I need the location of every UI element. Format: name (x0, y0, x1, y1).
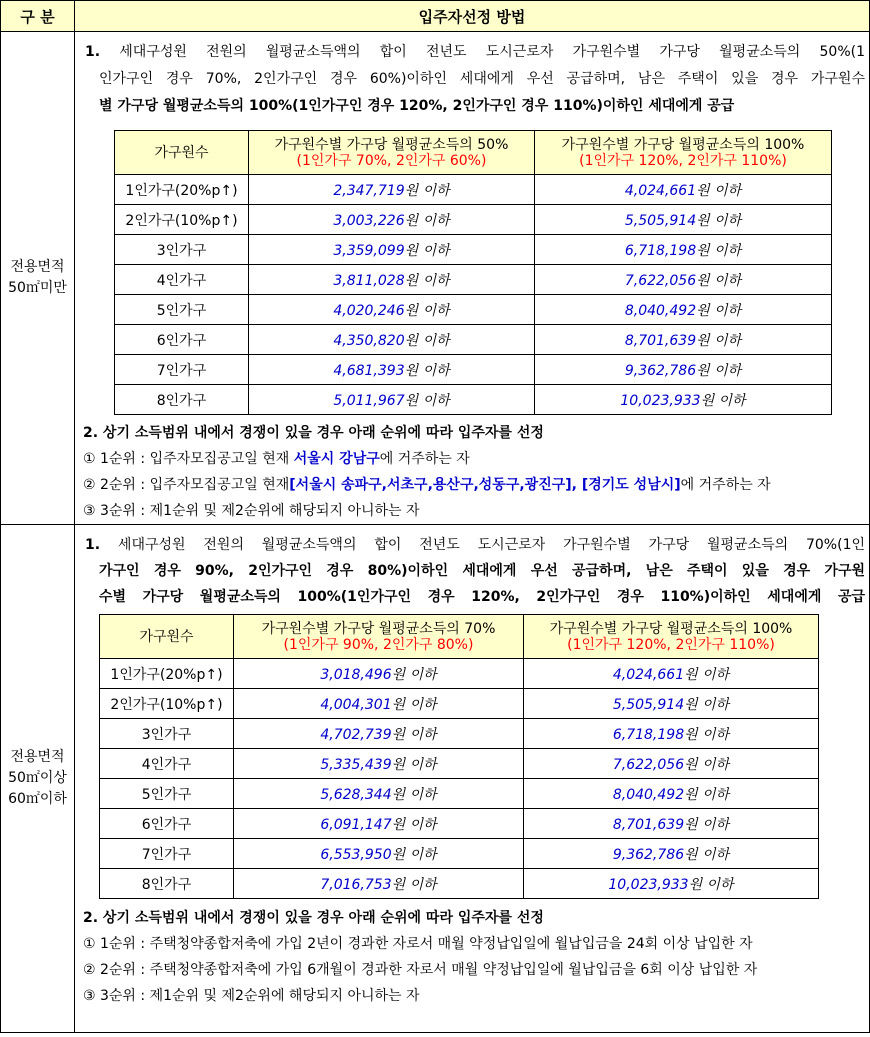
income-limit-b-cell (524, 779, 819, 809)
income-value: 4,020,246 (333, 302, 405, 319)
section-50-to-60 (1, 525, 870, 1033)
income-criteria-paragraph: 1. 세대구성원 전원의 월평균소득액의 합이 전년도 도시근로자 가구원수별 가구당 월평균소득의 70%(1인 가구인 경우 90%, 2인가구인 경우 80%)이하인 세대에게 우선 공급하며, 남은 주택이 있을 경우 가구원 수별 가구당 월평균소득의 100%(1인가구인 경우 120%, 2인가구인 경우 110%)이하인 세대에게 공급 (85, 537, 866, 605)
household-size-cell: 8인가구 (100, 869, 234, 899)
income-limit-a-cell (234, 869, 524, 899)
household-size-cell: 1인가구(20%p↑) (115, 175, 249, 205)
income-limit-b-cell (524, 659, 819, 689)
income-limit-b-cell (535, 205, 832, 235)
income-value: 3,018,496 (320, 666, 392, 683)
income-value: 3,003,226 (333, 212, 405, 229)
income-value: 7,016,753 (320, 876, 392, 893)
income-value: 5,335,439 (320, 756, 392, 773)
income-value: 7,622,056 (624, 272, 697, 289)
header-category: 구 분 (1, 1, 75, 32)
household-size-cell: 3인가구 (115, 235, 249, 265)
won-suffix: 원 이하 (684, 726, 730, 743)
won-suffix: 원 이하 (404, 272, 450, 289)
won-suffix: 원 이하 (391, 846, 437, 863)
won-suffix: 원 이하 (688, 876, 734, 893)
income-value: 6,553,950 (320, 846, 392, 863)
income-table (99, 614, 819, 899)
rank-2: ② 2순위 : 주택청약종합저축에 가입 6개월이 경과한 자로서 매월 약정납입일에 월납입금을 6회 이상 납입한 자 (83, 962, 758, 978)
table-row (115, 235, 832, 265)
won-suffix: 원 이하 (404, 392, 450, 409)
income-limit-a-cell (249, 235, 535, 265)
income-value: 9,362,786 (624, 362, 697, 379)
income-value: 4,004,301 (320, 696, 392, 713)
ranking-title: 2. 상기 소득범위 내에서 경쟁이 있을 경우 아래 순위에 따라 입주자를 선정 (83, 425, 544, 441)
income-limit-a-cell (249, 355, 535, 385)
won-suffix: 원 이하 (696, 212, 742, 229)
won-suffix: 원 이하 (391, 696, 437, 713)
income-value: 3,811,028 (333, 272, 405, 289)
table-row (115, 175, 832, 205)
income-limit-b-cell (535, 325, 832, 355)
income-value: 10,023,933 (620, 392, 701, 409)
ranking-section (83, 420, 865, 524)
household-size-cell: 3인가구 (100, 719, 234, 749)
won-suffix: 원 이하 (404, 332, 450, 349)
won-suffix: 원 이하 (700, 392, 746, 409)
household-size-cell: 5인가구 (115, 295, 249, 325)
income-limit-a-cell (234, 689, 524, 719)
col-rate-b: 가구원수별 가구당 월평균소득의 100% (1인가구 120%, 2인가구 110%) (524, 615, 819, 659)
table-row (100, 779, 819, 809)
col-rate-b: 가구원수별 가구당 월평균소득의 100% (1인가구 120%, 2인가구 110%) (535, 131, 832, 175)
income-value: 8,701,639 (624, 332, 697, 349)
income-criteria-paragraph: 1. 세대구성원 전원의 월평균소득액의 합이 전년도 도시근로자 가구원수별 가구당 월평균소득의 50%(1 인가구인 경우 70%, 2인가구인 경우 60%)이하인 세대에게 우선 공급하며, 남은 주택이 있을 경우 가구원수 별 가구당 월평균소득의 100%(1인가구인 경우 120%, 2인가구인 경우 110%)이하인 세대에게 공급 (85, 44, 865, 114)
income-limit-b-cell (524, 719, 819, 749)
rank-3: ③ 3순위 : 제1순위 및 제2순위에 해당되지 아니하는 자 (83, 503, 420, 519)
household-size-cell: 7인가구 (100, 839, 234, 869)
won-suffix: 원 이하 (696, 362, 742, 379)
won-suffix: 원 이하 (696, 242, 742, 259)
household-size-cell: 5인가구 (100, 779, 234, 809)
household-size-cell: 6인가구 (100, 809, 234, 839)
won-suffix: 원 이하 (684, 696, 730, 713)
won-suffix: 원 이하 (696, 272, 742, 289)
section-under-50 (1, 32, 870, 525)
won-suffix: 원 이하 (404, 242, 450, 259)
household-size-cell: 8인가구 (115, 385, 249, 415)
table-row (100, 839, 819, 869)
income-limit-b-cell (524, 869, 819, 899)
ranking-title: 2. 상기 소득범위 내에서 경쟁이 있을 경우 아래 순위에 따라 입주자를 선정 (83, 910, 544, 926)
ranking-section (83, 905, 865, 1009)
household-size-cell: 4인가구 (100, 749, 234, 779)
rank-1: ① 1순위 : 주택청약종합저축에 가입 2년이 경과한 자로서 매월 약정납입일에 월납입금을 24회 이상 납입한 자 (83, 936, 753, 952)
income-value: 10,023,933 (608, 876, 689, 893)
income-limit-b-cell (535, 235, 832, 265)
income-limit-a-cell (234, 659, 524, 689)
income-value: 5,505,914 (624, 212, 697, 229)
income-value: 5,505,914 (612, 696, 685, 713)
table-row (115, 325, 832, 355)
rank-2: ② 2순위 : 입주자모집공고일 현재[서울시 송파구,서초구,용산구,성동구,광진구], [경기도 성남시]에 거주하는 자 (83, 477, 771, 493)
income-limit-b-cell (535, 355, 832, 385)
won-suffix: 원 이하 (684, 816, 730, 833)
income-limit-b-cell (535, 265, 832, 295)
table-row (100, 869, 819, 899)
income-limit-a-cell (249, 385, 535, 415)
won-suffix: 원 이하 (696, 182, 742, 199)
income-value: 8,040,492 (624, 302, 697, 319)
won-suffix: 원 이하 (684, 846, 730, 863)
table-row (100, 659, 819, 689)
table-row (100, 719, 819, 749)
won-suffix: 원 이하 (391, 666, 437, 683)
won-suffix: 원 이하 (404, 212, 450, 229)
income-limit-b-cell (535, 385, 832, 415)
income-value: 4,024,661 (612, 666, 685, 683)
income-value: 2,347,719 (333, 182, 405, 199)
rank-1: ① 1순위 : 입주자모집공고일 현재 서울시 강남구에 거주하는 자 (83, 451, 470, 467)
household-size-cell: 2인가구(10%p↑) (100, 689, 234, 719)
section-category: 전용면적 50㎡이상 60㎡이하 (1, 525, 75, 1033)
income-limit-a-cell (249, 325, 535, 355)
col-household-size: 가구원수 (115, 131, 249, 175)
table-row (100, 689, 819, 719)
col-rate-a: 가구원수별 가구당 월평균소득의 50% (1인가구 70%, 2인가구 60%) (249, 131, 535, 175)
income-limit-a-cell (249, 205, 535, 235)
won-suffix: 원 이하 (404, 362, 450, 379)
income-limit-a-cell (234, 749, 524, 779)
household-size-cell: 6인가구 (115, 325, 249, 355)
col-household-size: 가구원수 (100, 615, 234, 659)
income-value: 5,628,344 (320, 786, 392, 803)
income-value: 4,024,661 (624, 182, 697, 199)
table-row (115, 205, 832, 235)
household-size-cell: 7인가구 (115, 355, 249, 385)
income-limit-b-cell (524, 839, 819, 869)
rank-3: ③ 3순위 : 제1순위 및 제2순위에 해당되지 아니하는 자 (83, 988, 420, 1004)
income-value: 8,701,639 (612, 816, 685, 833)
income-value: 6,718,198 (624, 242, 697, 259)
won-suffix: 원 이하 (391, 726, 437, 743)
table-row (115, 385, 832, 415)
won-suffix: 원 이하 (404, 302, 450, 319)
income-value: 4,350,820 (333, 332, 405, 349)
household-size-cell: 2인가구(10%p↑) (115, 205, 249, 235)
table-row (115, 355, 832, 385)
income-limit-a-cell (234, 719, 524, 749)
won-suffix: 원 이하 (391, 876, 437, 893)
income-limit-b-cell (535, 295, 832, 325)
income-value: 6,718,198 (612, 726, 685, 743)
won-suffix: 원 이하 (684, 786, 730, 803)
income-limit-a-cell (234, 839, 524, 869)
won-suffix: 원 이하 (391, 816, 437, 833)
won-suffix: 원 이하 (391, 756, 437, 773)
income-limit-b-cell (524, 689, 819, 719)
table-row (115, 295, 832, 325)
income-limit-a-cell (234, 809, 524, 839)
table-row (115, 265, 832, 295)
won-suffix: 원 이하 (684, 756, 730, 773)
income-value: 8,040,492 (612, 786, 685, 803)
header-row (1, 1, 870, 32)
won-suffix: 원 이하 (696, 332, 742, 349)
won-suffix: 원 이하 (404, 182, 450, 199)
income-table-header (100, 615, 819, 659)
income-limit-a-cell (249, 295, 535, 325)
income-table-header (115, 131, 832, 175)
income-table (114, 130, 832, 415)
income-limit-a-cell (234, 779, 524, 809)
header-method: 입주자선정 방법 (75, 1, 870, 32)
income-limit-b-cell (535, 175, 832, 205)
section-category: 전용면적 50㎡미만 (1, 32, 75, 525)
table-row (100, 809, 819, 839)
household-size-cell: 4인가구 (115, 265, 249, 295)
income-value: 9,362,786 (612, 846, 685, 863)
won-suffix: 원 이하 (391, 786, 437, 803)
income-value: 4,681,393 (333, 362, 405, 379)
income-value: 7,622,056 (612, 756, 685, 773)
won-suffix: 원 이하 (696, 302, 742, 319)
col-rate-a: 가구원수별 가구당 월평균소득의 70% (1인가구 90%, 2인가구 80%) (234, 615, 524, 659)
income-limit-b-cell (524, 809, 819, 839)
income-value: 5,011,967 (333, 392, 405, 409)
income-limit-b-cell (524, 749, 819, 779)
income-value: 4,702,739 (320, 726, 392, 743)
income-value: 3,359,099 (333, 242, 405, 259)
table-row (100, 749, 819, 779)
income-value: 6,091,147 (320, 816, 392, 833)
income-limit-a-cell (249, 265, 535, 295)
income-limit-a-cell (249, 175, 535, 205)
won-suffix: 원 이하 (684, 666, 730, 683)
household-size-cell: 1인가구(20%p↑) (100, 659, 234, 689)
